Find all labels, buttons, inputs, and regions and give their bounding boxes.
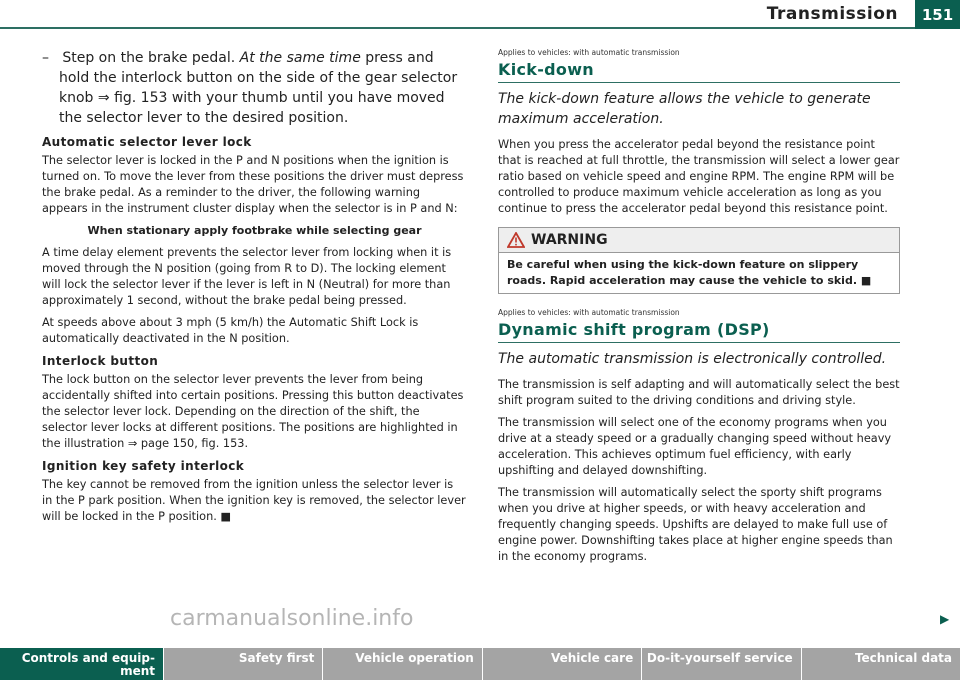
paragraph: The transmission will automatically select the sporty shift programs when you drive at higher speeds, or with heavy acceleration and frequently changing speeds. Upshifts are delayed to make full use of engine power. Downshifting takes place at higher engine speeds than in the economy programs. [498, 486, 893, 563]
step-text: Step on the brake pedal. [62, 50, 240, 66]
paragraph: The key cannot be removed from the ignition unless the selector lever is in the P park position. When the ignition key is removed, the selector lever will be locked in the P position. ■ [42, 478, 466, 523]
continue-arrow-icon: ▶ [940, 612, 950, 626]
watermark: carmanualsonline.info [170, 606, 414, 631]
heading-ignition: Ignition key safety interlock [42, 459, 245, 473]
nav-tab-diy[interactable]: Do-it-yourself service [641, 648, 800, 680]
paragraph: The transmission will select one of the economy programs when you drive at a steady speed or a gradually changing speed without heavy acceleration. This achieves optimum fuel efficiency, with early upshifting and delayed downshifting. [498, 416, 892, 477]
nav-tab-safety[interactable]: Safety first [163, 648, 322, 680]
paragraph: At speeds above about 3 mph (5 km/h) the Automatic Shift Lock is automatically deactivated in the N position. [42, 316, 419, 345]
warning-box [498, 227, 900, 294]
step-emphasis: At the same time [239, 50, 361, 66]
warning-text: Be careful when using the kick-down feature on slippery roads. Rapid acceleration may cause the vehicle to skid. ■ [507, 258, 872, 287]
paragraph: The selector lever is locked in the P and N positions when the ignition is turned on. To move the lever from these positions the driver must depress the brake pedal. As a reminder to the driver, the following warning appears in the instrument cluster display when the selector is in P and N: [42, 154, 464, 215]
display-message: When stationary apply footbrake while selecting gear [87, 224, 422, 237]
applies-note: Applies to vehicles: with automatic transmission [498, 48, 680, 57]
nav-tab-controls[interactable]: Controls and equip-ment [0, 648, 163, 680]
chapter-title: Transmission [766, 4, 898, 24]
warning-triangle-icon [507, 232, 525, 248]
heading-interlock: Interlock button [42, 354, 159, 368]
step-item: – Step on the brake pedal. At the same time press and hold the interlock button on the side of the gear selector knob ⇒ fig. 153 with your thumb until you have moved the selector lever to the desired position. [42, 50, 458, 126]
heading-selector-lock: Automatic selector lever lock [42, 135, 252, 149]
applies-note: Applies to vehicles: with automatic transmission [498, 308, 680, 317]
paragraph: When you press the accelerator pedal beyond the resistance point that is reached at full throttle, the transmission will select a lower gear ratio based on vehicle speed and engine RPM. The engine RPM will be controlled to produce maximum vehicle acceleration as long as you continue to press the accelerator pedal beyond this resistance point. [498, 138, 900, 215]
nav-tab-technical[interactable]: Technical data [801, 648, 960, 680]
header-rule [0, 27, 915, 29]
nav-tab-operation[interactable]: Vehicle operation [322, 648, 481, 680]
paragraph: A time delay element prevents the selector lever from locking when it is moved through the N position (going from R to D). The locking element will lock the selector lever if the lever is left in N (Neutral) for more than approximately 1 second, without the brake pedal being pressed. [42, 246, 452, 307]
warning-header [499, 228, 899, 253]
step-text-rest: press and hold the interlock button on the side of the gear selector knob ⇒ fig. 153 with your thumb until you have moved the selector lever to the desired position. [59, 50, 458, 126]
paragraph: The lock button on the selector lever prevents the lever from being accidentally shifted into certain positions. Pressing this button deactivates the selector lever lock. Depending on the direction of the shift, the selector lever locks at different positions. The positions are highlighted in the illustration ⇒ page 150, fig. 153. [42, 373, 464, 450]
section-nav [0, 648, 960, 680]
heading-kick-down: Kick-down [498, 60, 900, 83]
lead-text: The kick-down feature allows the vehicle to generate maximum acceleration. [498, 91, 871, 127]
paragraph: The transmission is self adapting and will automatically select the best shift program suited to the driving conditions and driving style. [498, 378, 900, 407]
heading-dsp: Dynamic shift program (DSP) [498, 320, 900, 343]
right-column [498, 48, 900, 571]
page-number: 151 [915, 0, 960, 29]
warning-title: WARNING [531, 232, 608, 248]
nav-tab-care[interactable]: Vehicle care [482, 648, 641, 680]
lead-text: The automatic transmission is electronically controlled. [498, 351, 887, 367]
left-column [42, 48, 467, 531]
